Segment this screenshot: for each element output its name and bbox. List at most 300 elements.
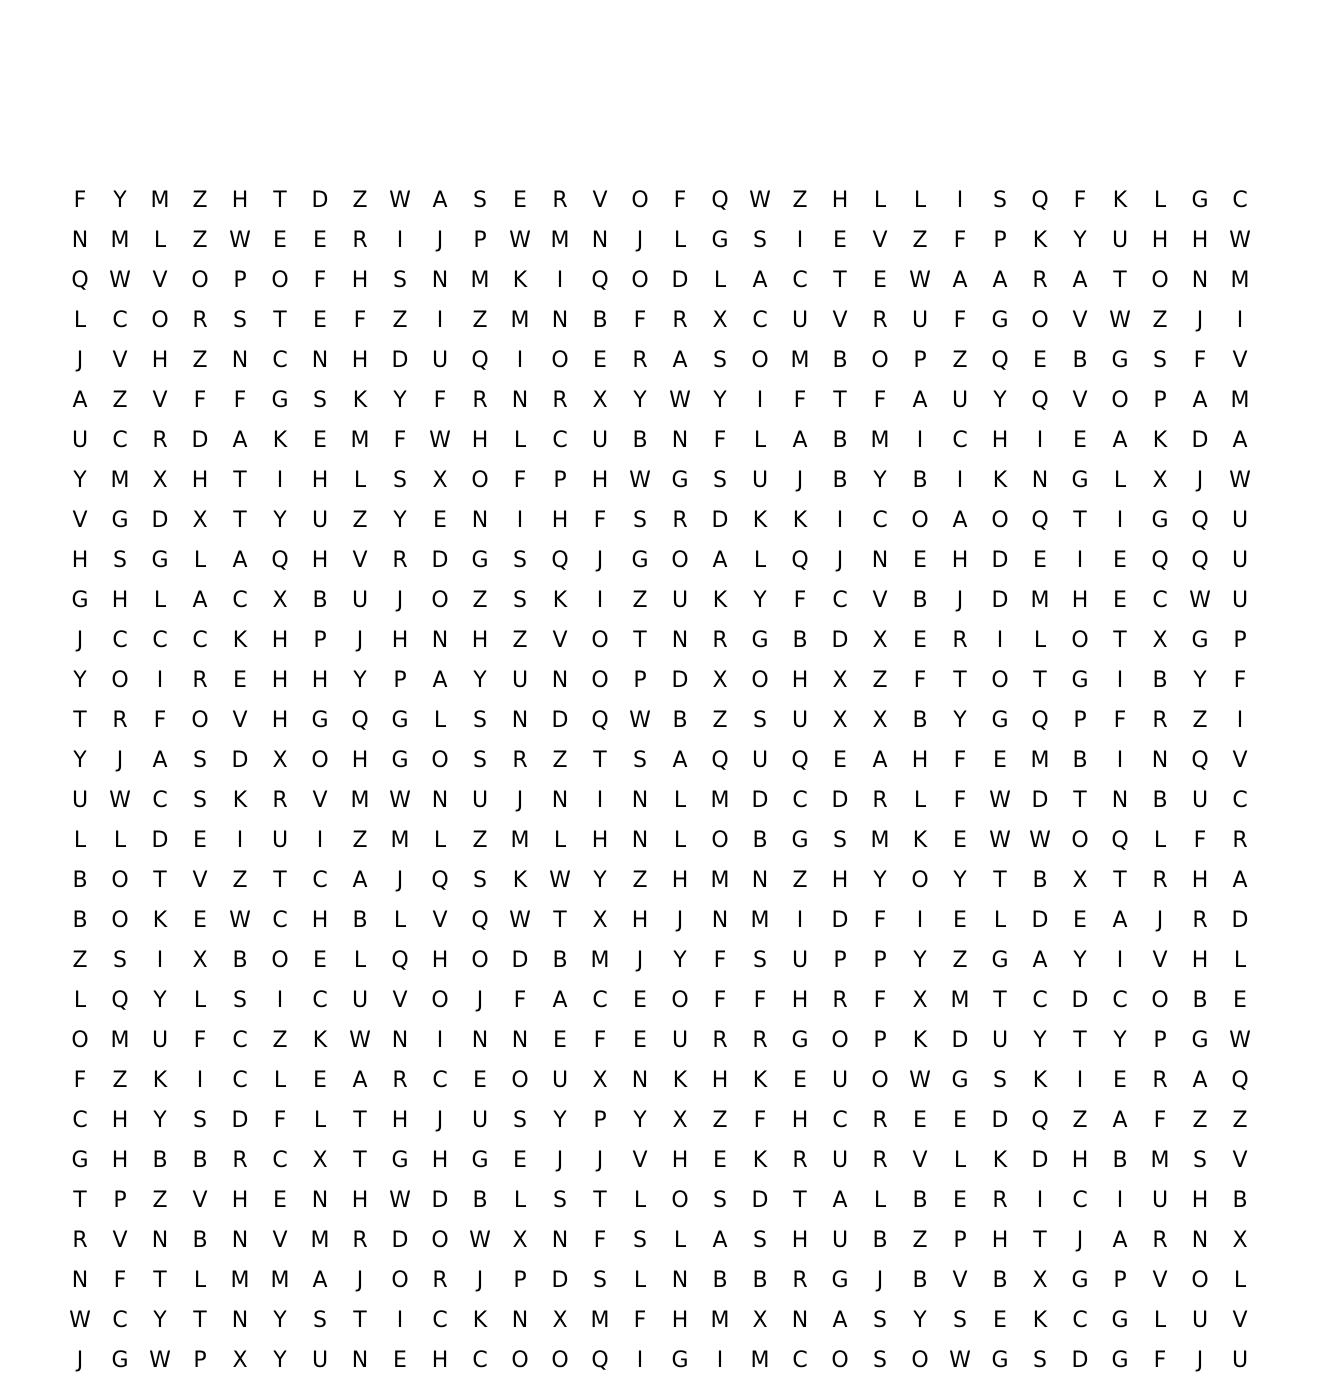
letter-cell[interactable]: B bbox=[832, 347, 848, 373]
letter-cell[interactable]: S bbox=[1193, 1147, 1207, 1173]
letter-cell[interactable]: X bbox=[1152, 627, 1168, 653]
letter-cell[interactable]: V bbox=[352, 547, 368, 573]
letter-cell[interactable]: Z bbox=[912, 227, 928, 253]
letter-cell[interactable]: T bbox=[273, 187, 287, 213]
letter-cell[interactable]: P bbox=[833, 947, 847, 973]
letter-cell[interactable]: B bbox=[72, 867, 88, 893]
letter-cell[interactable]: L bbox=[873, 187, 887, 213]
letter-cell[interactable]: S bbox=[233, 987, 247, 1013]
letter-cell[interactable]: V bbox=[872, 227, 888, 253]
letter-cell[interactable]: I bbox=[516, 507, 524, 533]
letter-cell[interactable]: Q bbox=[1031, 507, 1049, 533]
letter-cell[interactable]: W bbox=[749, 187, 771, 213]
letter-cell[interactable]: D bbox=[1071, 1347, 1089, 1373]
letter-cell[interactable]: O bbox=[311, 747, 329, 773]
letter-cell[interactable]: Q bbox=[271, 547, 289, 573]
letter-cell[interactable]: P bbox=[633, 667, 647, 693]
letter-cell[interactable]: G bbox=[271, 387, 289, 413]
letter-cell[interactable]: A bbox=[352, 1067, 368, 1093]
letter-cell[interactable]: C bbox=[112, 627, 128, 653]
letter-cell[interactable]: H bbox=[1191, 947, 1209, 973]
letter-cell[interactable]: K bbox=[752, 507, 768, 533]
letter-cell[interactable]: F bbox=[593, 1027, 607, 1053]
letter-cell[interactable]: N bbox=[751, 867, 769, 893]
letter-cell[interactable]: R bbox=[352, 227, 368, 253]
letter-cell[interactable]: S bbox=[993, 187, 1007, 213]
letter-cell[interactable]: O bbox=[391, 1267, 409, 1293]
letter-cell[interactable]: K bbox=[912, 827, 928, 853]
letter-cell[interactable]: K bbox=[152, 1067, 168, 1093]
letter-cell[interactable]: N bbox=[551, 1227, 569, 1253]
letter-cell[interactable]: Y bbox=[913, 947, 927, 973]
letter-cell[interactable]: H bbox=[351, 267, 369, 293]
letter-cell[interactable]: R bbox=[1152, 1067, 1168, 1093]
letter-cell[interactable]: W bbox=[349, 1027, 371, 1053]
letter-cell[interactable]: Q bbox=[791, 547, 809, 573]
letter-cell[interactable]: Z bbox=[872, 667, 888, 693]
letter-cell[interactable]: T bbox=[1073, 787, 1087, 813]
letter-cell[interactable]: D bbox=[831, 787, 849, 813]
letter-cell[interactable]: K bbox=[1032, 1307, 1048, 1333]
letter-cell[interactable]: H bbox=[111, 587, 129, 613]
letter-cell[interactable]: F bbox=[713, 427, 727, 453]
letter-cell[interactable]: O bbox=[871, 1067, 889, 1093]
letter-cell[interactable]: O bbox=[1111, 387, 1129, 413]
letter-cell[interactable]: U bbox=[311, 507, 329, 533]
letter-cell[interactable]: E bbox=[273, 1187, 287, 1213]
letter-cell[interactable]: B bbox=[1232, 1187, 1248, 1213]
letter-cell[interactable]: B bbox=[992, 1267, 1008, 1293]
letter-cell[interactable]: A bbox=[1192, 1067, 1208, 1093]
letter-cell[interactable]: H bbox=[431, 1347, 449, 1373]
letter-cell[interactable]: G bbox=[991, 1347, 1009, 1373]
letter-cell[interactable]: O bbox=[591, 627, 609, 653]
letter-cell[interactable]: G bbox=[1071, 667, 1089, 693]
letter-cell[interactable]: S bbox=[113, 947, 127, 973]
letter-cell[interactable]: F bbox=[953, 227, 967, 253]
letter-cell[interactable]: G bbox=[991, 707, 1009, 733]
letter-cell[interactable]: C bbox=[552, 427, 568, 453]
letter-cell[interactable]: S bbox=[633, 1227, 647, 1253]
letter-cell[interactable]: M bbox=[270, 1267, 290, 1293]
letter-cell[interactable]: W bbox=[229, 907, 251, 933]
letter-cell[interactable]: A bbox=[152, 747, 168, 773]
letter-cell[interactable]: T bbox=[593, 1187, 607, 1213]
letter-cell[interactable]: N bbox=[351, 1347, 369, 1373]
letter-cell[interactable]: O bbox=[671, 1187, 689, 1213]
letter-cell[interactable]: J bbox=[636, 947, 644, 973]
letter-cell[interactable]: R bbox=[792, 1147, 808, 1173]
letter-cell[interactable]: Q bbox=[391, 947, 409, 973]
letter-cell[interactable]: G bbox=[1111, 1307, 1129, 1333]
letter-cell[interactable]: Y bbox=[273, 507, 287, 533]
letter-cell[interactable]: D bbox=[711, 507, 729, 533]
letter-cell[interactable]: V bbox=[192, 867, 208, 893]
letter-cell[interactable]: Y bbox=[873, 867, 887, 893]
letter-cell[interactable]: S bbox=[993, 1067, 1007, 1093]
letter-cell[interactable]: X bbox=[1032, 1267, 1048, 1293]
letter-cell[interactable]: A bbox=[792, 427, 808, 453]
letter-cell[interactable]: P bbox=[1113, 1267, 1127, 1293]
letter-cell[interactable]: A bbox=[912, 387, 928, 413]
letter-cell[interactable]: D bbox=[751, 1187, 769, 1213]
letter-cell[interactable]: B bbox=[592, 307, 608, 333]
letter-cell[interactable]: B bbox=[352, 907, 368, 933]
letter-cell[interactable]: B bbox=[872, 1227, 888, 1253]
letter-cell[interactable]: J bbox=[356, 627, 364, 653]
letter-cell[interactable]: T bbox=[73, 707, 87, 733]
letter-cell[interactable]: E bbox=[833, 747, 847, 773]
letter-cell[interactable]: M bbox=[350, 787, 370, 813]
letter-cell[interactable]: K bbox=[1032, 227, 1048, 253]
letter-cell[interactable]: G bbox=[71, 587, 89, 613]
letter-cell[interactable]: V bbox=[272, 1227, 288, 1253]
letter-cell[interactable]: C bbox=[1112, 987, 1128, 1013]
letter-cell[interactable]: B bbox=[832, 427, 848, 453]
letter-cell[interactable]: L bbox=[193, 547, 207, 573]
letter-cell[interactable]: Z bbox=[712, 1107, 728, 1133]
letter-cell[interactable]: N bbox=[151, 1227, 169, 1253]
letter-cell[interactable]: A bbox=[1032, 947, 1048, 973]
letter-cell[interactable]: M bbox=[750, 1347, 770, 1373]
letter-cell[interactable]: G bbox=[151, 547, 169, 573]
letter-cell[interactable]: N bbox=[231, 1227, 249, 1253]
letter-cell[interactable]: H bbox=[191, 467, 209, 493]
letter-cell[interactable]: E bbox=[1033, 547, 1047, 573]
letter-cell[interactable]: N bbox=[511, 1307, 529, 1333]
letter-cell[interactable]: I bbox=[1076, 547, 1084, 573]
letter-cell[interactable]: R bbox=[392, 547, 408, 573]
letter-cell[interactable]: A bbox=[192, 587, 208, 613]
letter-cell[interactable]: X bbox=[752, 1307, 768, 1333]
letter-cell[interactable]: J bbox=[356, 1267, 364, 1293]
letter-cell[interactable]: I bbox=[916, 907, 924, 933]
letter-cell[interactable]: U bbox=[1151, 1187, 1169, 1213]
letter-cell[interactable]: O bbox=[271, 267, 289, 293]
letter-cell[interactable]: J bbox=[396, 587, 404, 613]
letter-cell[interactable]: M bbox=[110, 1027, 130, 1053]
letter-cell[interactable]: N bbox=[231, 1307, 249, 1333]
letter-cell[interactable]: S bbox=[313, 1307, 327, 1333]
letter-cell[interactable]: N bbox=[231, 347, 249, 373]
letter-cell[interactable]: B bbox=[912, 587, 928, 613]
letter-cell[interactable]: L bbox=[673, 787, 687, 813]
letter-cell[interactable]: H bbox=[311, 667, 329, 693]
letter-cell[interactable]: J bbox=[396, 867, 404, 893]
letter-cell[interactable]: K bbox=[232, 627, 248, 653]
letter-cell[interactable]: O bbox=[1071, 627, 1089, 653]
letter-cell[interactable]: Y bbox=[673, 947, 687, 973]
letter-cell[interactable]: B bbox=[752, 1267, 768, 1293]
letter-cell[interactable]: J bbox=[876, 1267, 884, 1293]
letter-cell[interactable]: N bbox=[791, 1307, 809, 1333]
letter-cell[interactable]: U bbox=[271, 827, 289, 853]
letter-cell[interactable]: R bbox=[232, 1147, 248, 1173]
letter-cell[interactable]: M bbox=[950, 987, 970, 1013]
letter-cell[interactable]: F bbox=[233, 387, 247, 413]
letter-cell[interactable]: U bbox=[1231, 1347, 1249, 1373]
letter-cell[interactable]: E bbox=[433, 507, 447, 533]
letter-cell[interactable]: S bbox=[713, 467, 727, 493]
letter-cell[interactable]: G bbox=[791, 1027, 809, 1053]
letter-cell[interactable]: F bbox=[513, 987, 527, 1013]
letter-cell[interactable]: F bbox=[1193, 347, 1207, 373]
letter-cell[interactable]: O bbox=[831, 1027, 849, 1053]
letter-cell[interactable]: Y bbox=[713, 387, 727, 413]
letter-cell[interactable]: D bbox=[551, 707, 569, 733]
letter-cell[interactable]: D bbox=[551, 1267, 569, 1293]
letter-cell[interactable]: K bbox=[1152, 427, 1168, 453]
letter-cell[interactable]: V bbox=[1152, 1267, 1168, 1293]
letter-cell[interactable]: U bbox=[471, 1107, 489, 1133]
letter-cell[interactable]: C bbox=[312, 867, 328, 893]
letter-cell[interactable]: H bbox=[151, 347, 169, 373]
letter-cell[interactable]: E bbox=[313, 427, 327, 453]
letter-cell[interactable]: F bbox=[593, 1227, 607, 1253]
letter-cell[interactable]: E bbox=[793, 1067, 807, 1093]
letter-cell[interactable]: H bbox=[351, 747, 369, 773]
letter-cell[interactable]: E bbox=[1113, 547, 1127, 573]
letter-cell[interactable]: O bbox=[111, 907, 129, 933]
letter-cell[interactable]: M bbox=[590, 947, 610, 973]
letter-cell[interactable]: Z bbox=[1232, 1107, 1248, 1133]
letter-cell[interactable]: S bbox=[193, 747, 207, 773]
letter-cell[interactable]: K bbox=[992, 467, 1008, 493]
letter-cell[interactable]: C bbox=[72, 1107, 88, 1133]
letter-cell[interactable]: K bbox=[1112, 187, 1128, 213]
letter-cell[interactable]: L bbox=[73, 307, 87, 333]
letter-cell[interactable]: B bbox=[672, 707, 688, 733]
letter-cell[interactable]: Q bbox=[591, 267, 609, 293]
letter-cell[interactable]: U bbox=[351, 987, 369, 1013]
letter-cell[interactable]: W bbox=[509, 227, 531, 253]
letter-cell[interactable]: U bbox=[151, 1027, 169, 1053]
letter-cell[interactable]: J bbox=[76, 1347, 84, 1373]
letter-cell[interactable]: R bbox=[872, 1107, 888, 1133]
letter-cell[interactable]: V bbox=[432, 907, 448, 933]
letter-cell[interactable]: X bbox=[592, 1067, 608, 1093]
letter-cell[interactable]: X bbox=[832, 707, 848, 733]
letter-cell[interactable]: Z bbox=[1072, 1107, 1088, 1133]
letter-cell[interactable]: U bbox=[671, 587, 689, 613]
letter-cell[interactable]: D bbox=[191, 427, 209, 453]
letter-cell[interactable]: Y bbox=[953, 707, 967, 733]
letter-cell[interactable]: O bbox=[1151, 987, 1169, 1013]
letter-cell[interactable]: Z bbox=[1192, 1107, 1208, 1133]
letter-cell[interactable]: W bbox=[909, 267, 931, 293]
letter-cell[interactable]: J bbox=[436, 1107, 444, 1133]
letter-cell[interactable]: R bbox=[952, 627, 968, 653]
letter-cell[interactable]: W bbox=[69, 1307, 91, 1333]
letter-cell[interactable]: Y bbox=[353, 667, 367, 693]
letter-cell[interactable]: B bbox=[552, 947, 568, 973]
letter-cell[interactable]: N bbox=[1151, 747, 1169, 773]
letter-cell[interactable]: N bbox=[871, 547, 889, 573]
letter-cell[interactable]: F bbox=[913, 667, 927, 693]
letter-cell[interactable]: M bbox=[1150, 1147, 1170, 1173]
letter-cell[interactable]: W bbox=[1189, 587, 1211, 613]
letter-cell[interactable]: N bbox=[671, 1267, 689, 1293]
letter-cell[interactable]: W bbox=[389, 187, 411, 213]
letter-cell[interactable]: N bbox=[631, 827, 649, 853]
letter-cell[interactable]: R bbox=[712, 627, 728, 653]
letter-cell[interactable]: T bbox=[1113, 867, 1127, 893]
letter-cell[interactable]: S bbox=[193, 1107, 207, 1133]
letter-cell[interactable]: E bbox=[513, 187, 527, 213]
letter-cell[interactable]: E bbox=[1113, 587, 1127, 613]
letter-cell[interactable]: O bbox=[511, 1347, 529, 1373]
letter-cell[interactable]: H bbox=[311, 467, 329, 493]
letter-cell[interactable]: O bbox=[911, 1347, 929, 1373]
letter-cell[interactable]: P bbox=[113, 1187, 127, 1213]
letter-cell[interactable]: B bbox=[1032, 867, 1048, 893]
letter-cell[interactable]: B bbox=[792, 627, 808, 653]
letter-cell[interactable]: C bbox=[1032, 987, 1048, 1013]
letter-cell[interactable]: D bbox=[231, 1107, 249, 1133]
letter-cell[interactable]: D bbox=[991, 587, 1009, 613]
letter-cell[interactable]: D bbox=[831, 627, 849, 653]
letter-cell[interactable]: T bbox=[1073, 1027, 1087, 1053]
letter-cell[interactable]: E bbox=[1073, 907, 1087, 933]
letter-cell[interactable]: H bbox=[111, 1147, 129, 1173]
letter-cell[interactable]: K bbox=[792, 507, 808, 533]
letter-cell[interactable]: Y bbox=[153, 1107, 167, 1133]
letter-cell[interactable]: H bbox=[551, 507, 569, 533]
letter-cell[interactable]: W bbox=[509, 907, 531, 933]
letter-cell[interactable]: Q bbox=[1111, 827, 1129, 853]
letter-cell[interactable]: R bbox=[632, 347, 648, 373]
letter-cell[interactable]: F bbox=[953, 787, 967, 813]
letter-cell[interactable]: C bbox=[752, 307, 768, 333]
letter-cell[interactable]: R bbox=[872, 307, 888, 333]
letter-cell[interactable]: X bbox=[272, 587, 288, 613]
letter-cell[interactable]: D bbox=[1071, 987, 1089, 1013]
letter-cell[interactable]: W bbox=[389, 1187, 411, 1213]
letter-cell[interactable]: W bbox=[629, 707, 651, 733]
letter-cell[interactable]: Y bbox=[753, 587, 767, 613]
letter-cell[interactable]: H bbox=[1151, 227, 1169, 253]
letter-cell[interactable]: O bbox=[471, 467, 489, 493]
letter-cell[interactable]: U bbox=[71, 787, 89, 813]
letter-cell[interactable]: I bbox=[1116, 1187, 1124, 1213]
letter-cell[interactable]: K bbox=[312, 1027, 328, 1053]
letter-cell[interactable]: S bbox=[553, 1187, 567, 1213]
letter-cell[interactable]: C bbox=[232, 1027, 248, 1053]
letter-cell[interactable]: L bbox=[73, 987, 87, 1013]
letter-cell[interactable]: H bbox=[431, 1147, 449, 1173]
letter-cell[interactable]: M bbox=[710, 787, 730, 813]
letter-cell[interactable]: Q bbox=[471, 907, 489, 933]
letter-cell[interactable]: B bbox=[152, 1147, 168, 1173]
letter-cell[interactable]: I bbox=[1116, 947, 1124, 973]
letter-cell[interactable]: L bbox=[553, 827, 567, 853]
letter-cell[interactable]: Z bbox=[192, 187, 208, 213]
letter-cell[interactable]: G bbox=[391, 707, 409, 733]
letter-cell[interactable]: Z bbox=[952, 347, 968, 373]
letter-cell[interactable]: Q bbox=[431, 867, 449, 893]
letter-cell[interactable]: C bbox=[792, 267, 808, 293]
letter-cell[interactable]: M bbox=[1230, 387, 1250, 413]
letter-cell[interactable]: I bbox=[276, 467, 284, 493]
letter-cell[interactable]: E bbox=[1073, 427, 1087, 453]
letter-cell[interactable]: C bbox=[792, 787, 808, 813]
letter-cell[interactable]: F bbox=[73, 1067, 87, 1093]
letter-cell[interactable]: F bbox=[513, 467, 527, 493]
letter-cell[interactable]: R bbox=[672, 507, 688, 533]
letter-cell[interactable]: X bbox=[232, 1347, 248, 1373]
letter-cell[interactable]: G bbox=[751, 627, 769, 653]
letter-cell[interactable]: G bbox=[831, 1267, 849, 1293]
letter-cell[interactable]: N bbox=[1191, 1227, 1209, 1253]
letter-cell[interactable]: O bbox=[431, 587, 449, 613]
letter-cell[interactable]: C bbox=[232, 1067, 248, 1093]
letter-cell[interactable]: C bbox=[152, 627, 168, 653]
letter-cell[interactable]: G bbox=[311, 707, 329, 733]
letter-cell[interactable]: X bbox=[272, 747, 288, 773]
letter-cell[interactable]: S bbox=[513, 1107, 527, 1133]
letter-cell[interactable]: G bbox=[671, 1347, 689, 1373]
letter-cell[interactable]: I bbox=[796, 907, 804, 933]
letter-cell[interactable]: U bbox=[1231, 547, 1249, 573]
letter-cell[interactable]: E bbox=[593, 347, 607, 373]
letter-cell[interactable]: P bbox=[913, 347, 927, 373]
letter-cell[interactable]: D bbox=[431, 1187, 449, 1213]
letter-cell[interactable]: E bbox=[633, 1027, 647, 1053]
letter-cell[interactable]: L bbox=[273, 1067, 287, 1093]
letter-cell[interactable]: H bbox=[1191, 227, 1209, 253]
letter-cell[interactable]: U bbox=[71, 427, 89, 453]
letter-cell[interactable]: K bbox=[912, 1027, 928, 1053]
letter-cell[interactable]: I bbox=[1036, 1187, 1044, 1213]
letter-cell[interactable]: C bbox=[152, 787, 168, 813]
letter-cell[interactable]: Y bbox=[153, 1307, 167, 1333]
letter-cell[interactable]: I bbox=[756, 387, 764, 413]
letter-cell[interactable]: L bbox=[353, 947, 367, 973]
letter-cell[interactable]: U bbox=[431, 347, 449, 373]
letter-cell[interactable]: F bbox=[593, 507, 607, 533]
letter-cell[interactable]: M bbox=[470, 267, 490, 293]
letter-cell[interactable]: U bbox=[831, 1147, 849, 1173]
letter-cell[interactable]: Z bbox=[712, 707, 728, 733]
letter-cell[interactable]: P bbox=[1153, 387, 1167, 413]
letter-cell[interactable]: R bbox=[552, 187, 568, 213]
letter-cell[interactable]: H bbox=[471, 627, 489, 653]
letter-cell[interactable]: J bbox=[956, 587, 964, 613]
letter-cell[interactable]: I bbox=[1116, 507, 1124, 533]
letter-cell[interactable]: O bbox=[631, 187, 649, 213]
letter-cell[interactable]: D bbox=[1191, 427, 1209, 453]
letter-cell[interactable]: T bbox=[153, 1267, 167, 1293]
letter-cell[interactable]: F bbox=[1233, 667, 1247, 693]
letter-cell[interactable]: I bbox=[636, 1347, 644, 1373]
letter-cell[interactable]: W bbox=[109, 787, 131, 813]
letter-cell[interactable]: I bbox=[156, 667, 164, 693]
letter-cell[interactable]: S bbox=[473, 707, 487, 733]
letter-cell[interactable]: L bbox=[1153, 187, 1167, 213]
letter-cell[interactable]: V bbox=[832, 307, 848, 333]
letter-cell[interactable]: I bbox=[836, 507, 844, 533]
letter-cell[interactable]: J bbox=[1196, 1347, 1204, 1373]
letter-cell[interactable]: F bbox=[793, 587, 807, 613]
letter-cell[interactable]: Z bbox=[392, 307, 408, 333]
letter-cell[interactable]: O bbox=[751, 347, 769, 373]
letter-cell[interactable]: Z bbox=[232, 867, 248, 893]
letter-cell[interactable]: H bbox=[591, 827, 609, 853]
letter-cell[interactable]: A bbox=[1112, 907, 1128, 933]
letter-cell[interactable]: B bbox=[1152, 667, 1168, 693]
letter-cell[interactable]: O bbox=[991, 667, 1009, 693]
letter-cell[interactable]: P bbox=[1073, 707, 1087, 733]
